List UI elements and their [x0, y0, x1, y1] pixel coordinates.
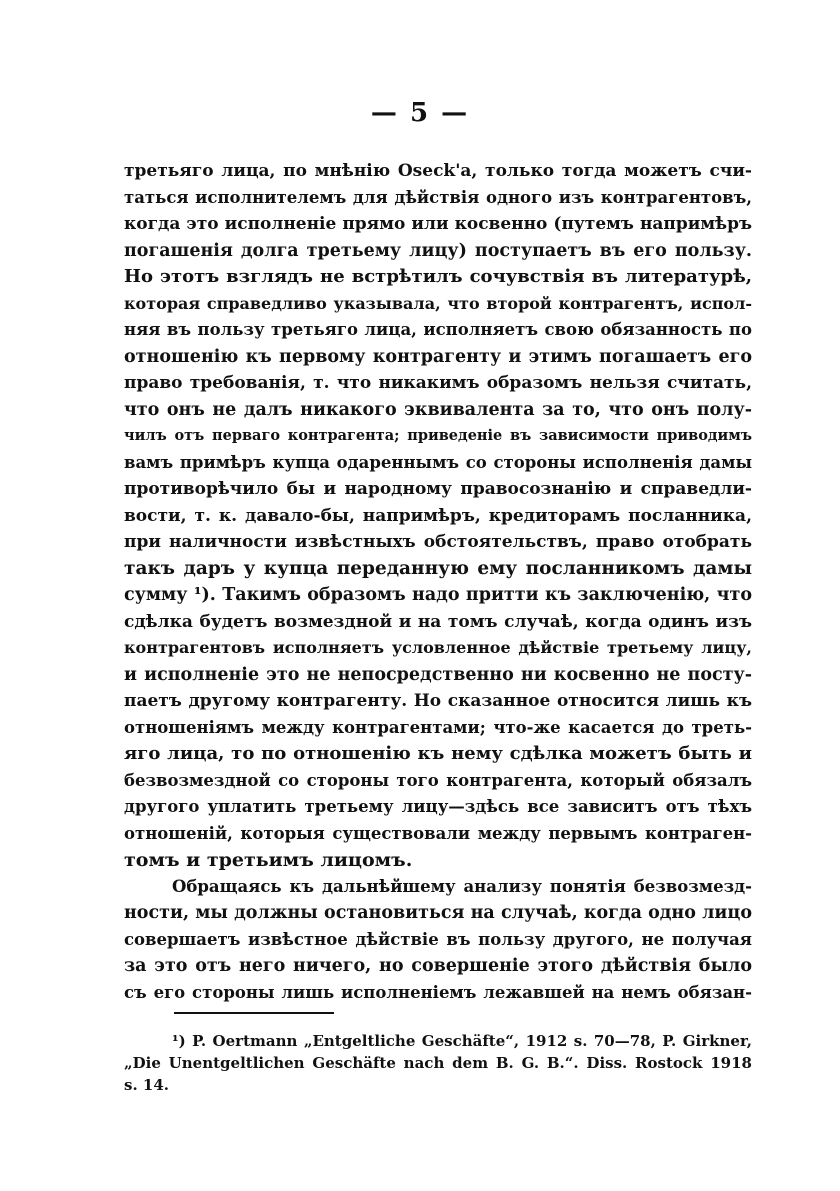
- footnote-line: ¹) P. Oertmann „Entgeltliche Geschäfte“, 1912 s. 70—78, P. Girkner,: [172, 1032, 752, 1050]
- text-line: Но этотъ взглядъ не встрѣтилъ сочувствія въ литературѣ,: [124, 266, 752, 287]
- text-line: съ его стороны лишь исполненіемъ лежавшей на немъ обязан-: [124, 982, 752, 1002]
- text-line: таться исполнителемъ для дѣйствія одного изъ контрагентовъ,: [124, 187, 752, 207]
- text-line: безвозмездной со стороны того контрагента, который обязалъ: [124, 770, 752, 790]
- text-line: когда это исполненіе прямо или косвенно (путемъ напримѣръ: [124, 214, 752, 234]
- footnotes: [124, 1030, 752, 1096]
- footnote-line: „Die Unentgeltlichen Geschäfte nach dem B. G. B.“. Diss. Rostock 1918: [124, 1054, 752, 1072]
- text-line: ности, мы должны остановиться на случаѣ, когда одно лицо: [124, 903, 752, 923]
- body-text: [124, 158, 752, 1006]
- text-line: противорѣчило бы и народному правосознанію и справедли-: [124, 479, 752, 499]
- text-line: чилъ отъ перваго контрагента; приведеніе въ зависимости приводимъ: [124, 427, 752, 444]
- text-line: вости, т. к. давало-бы, напримѣръ, кредиторамъ посланника,: [124, 505, 752, 526]
- text-line: которая справедливо указывала, что второй контрагентъ, испол-: [124, 293, 752, 313]
- text-line: яго лица, то по отношенію къ нему сдѣлка можетъ быть и: [124, 743, 752, 764]
- text-line: паетъ другому контрагенту. Но сказанное относится лишь къ: [124, 691, 752, 711]
- text-line: такъ даръ у купца переданную ему посланникомъ дамы: [124, 557, 752, 579]
- text-line: няя въ пользу третьяго лица, исполняетъ свою обязанность по: [124, 320, 752, 339]
- text-line: за это отъ него ничего, но совершеніе этого дѣйствія было: [124, 956, 752, 976]
- text-line: при наличности извѣстныхъ обстоятельствъ, право отобрать: [124, 532, 752, 552]
- text-line: сдѣлка будетъ возмездной и на томъ случаѣ, когда одинъ изъ: [124, 611, 752, 632]
- footnote-divider: [174, 1012, 334, 1014]
- text-line: сумму ¹). Такимъ образомъ надо притти къ заключенію, что: [124, 585, 752, 605]
- text-line: и исполненіе это не непосредственно ни косвенно не посту-: [124, 664, 752, 685]
- text-line: отношеніямъ между контрагентами; что-же касается до треть-: [124, 717, 752, 737]
- footnote-line: s. 14.: [124, 1076, 169, 1094]
- text-line: томъ и третьимъ лицомъ.: [124, 849, 413, 871]
- text-line: другого уплатить третьему лицу—здѣсь все зависитъ отъ тѣхъ: [124, 797, 752, 816]
- text-line: отношеній, которыя существовали между первымъ контраген-: [124, 823, 752, 843]
- text-line: вамъ примѣръ купца одареннымъ со стороны исполненія дамы: [124, 452, 752, 472]
- text-line: отношенію къ первому контрагенту и этимъ погашаетъ его: [124, 346, 752, 367]
- text-line: погашенія долга третьему лицу) поступаетъ въ его пользу.: [124, 240, 752, 261]
- text-line: контрагентовъ исполняетъ условленное дѣйствіе третьему лицу,: [124, 638, 752, 657]
- page-number: — 5 —: [370, 98, 470, 128]
- text-line: что онъ не далъ никакого эквивалента за то, что онъ полу-: [124, 399, 752, 420]
- text-line: совершаетъ извѣстное дѣйствіе въ пользу другого, не получая: [124, 929, 752, 949]
- text-line: право требованія, т. что никакимъ образомъ нельзя считать,: [124, 373, 752, 393]
- text-line: Обращаясь къ дальнѣйшему анализу понятія безвозмезд-: [172, 876, 752, 896]
- text-line: третьяго лица, по мнѣнію Oseck'a, только тогда можетъ счи-: [124, 161, 752, 181]
